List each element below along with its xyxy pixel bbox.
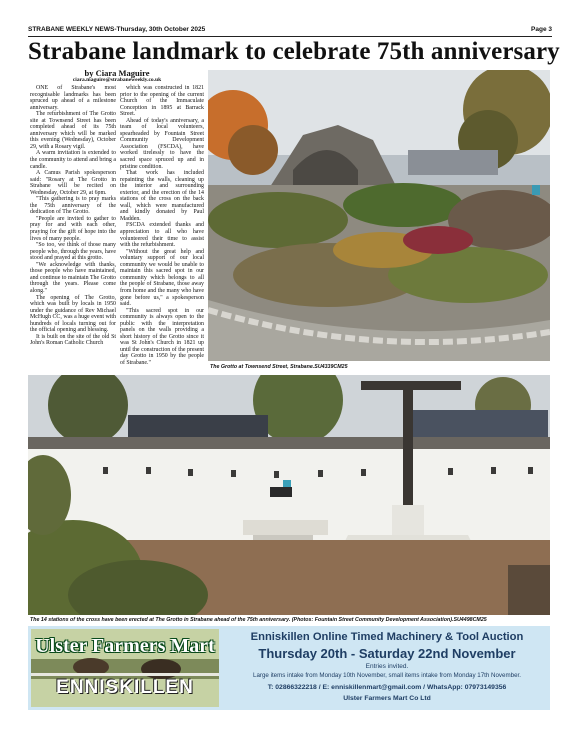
photo-caption-1: The Grotto at Townsend Street, Strabane.SU4339CM25 [210, 364, 348, 370]
paragraph: which was constructed in 1821 prior to the opening of the current Church of the Immaculate Conception in 1895 at Barrack Street. [120, 85, 204, 118]
grotto-garden-photo [208, 70, 550, 361]
photo-caption-2: The 14 stations of the cross have been erected at The Grotto in Strabane ahead of the 75th anniversary. (Photos: Fountain Street Community Development Association).SU4498CM25 [30, 617, 487, 623]
company-name: Ulster Farmers Mart Co Ltd [343, 695, 431, 702]
auction-advertisement[interactable] [28, 626, 550, 710]
paragraph: "People are invited to gather to pray for and with each other, praying for the gift of hope into the lives of many people. [30, 215, 116, 242]
paragraph: FSCDA extended thanks and appreciation to all who have volunteered their time to assist with the refurbishment. [120, 222, 204, 249]
paragraph: That work has included repainting the walls, cleaning up the interior and surrounding exterior, and the erection of the 14 stations of the cross on the back wall, which were manufactured and kindly donated by Paul Madden. [120, 170, 204, 222]
paragraph: ONE of Strabane's most recognisable landmarks has been spruced up ahead of a milestone anniversary. [30, 85, 116, 111]
paragraph: The refurbishment of The Grotto site at Townsend Street has been completed ahead of its 75th anniversary which will be marked this evening (Wednesday), October 29, with a Rosary vigil. [30, 111, 116, 150]
logo-location: ENNISKILLEN [56, 677, 194, 698]
contact-details[interactable]: T: 02866322218 / E: enniskillenmart@gmail.com / WhatsApp: 07973149356 [267, 684, 507, 691]
mart-logo [31, 629, 219, 707]
page-number: Page 3 [531, 26, 552, 33]
paragraph: Ahead of today's anniversary, a team of local volunteers, spearheaded by Fountain Street Community Development Association (FSCDA), have worked tirelessly to have the sacred space spruced up and in pristine condition. [120, 117, 204, 170]
paragraph: It is built on the site of the old St John's Roman Catholic Church [30, 333, 116, 347]
byline: by Ciara Maguire [84, 68, 150, 78]
publication-date: STRABANE WEEKLY NEWS-Thursday, 30th October 2025 [28, 26, 206, 33]
stations-of-the-cross-photo [28, 375, 550, 615]
article-column-2 [120, 85, 204, 367]
paragraph: "This gathering is to pray marks the 75th anniversary of the dedication of The Grotto. [30, 196, 116, 216]
paragraph: A Camus Parish spokesperson said: "Rosary at The Grotto in Strabane will be recited on Wednesday, October 29, at 6pm. [30, 170, 116, 196]
auction-dates: Thursday 20th - Saturday 22nd November [258, 646, 516, 661]
logo-title: Ulster Farmers Mart [35, 635, 215, 657]
paragraph: "This sacred spot in our community is always open to the public with the interpretation panels on the walls providing a short history of the Grotto since it was St John's Church in 1821 up until the construction of the present day Grotto in 1950 by the people of Strabane." [120, 307, 204, 366]
paragraph: "We acknowledge with thanks, those people who have maintained, and continue to maintain The Grotto through the years. Please come along." [30, 261, 116, 294]
paragraph: "Without the great help and voluntary support of our local community we would be unable to maintain this sacred spot in our community which belongs to all the people of Strabane, those away from home and the many who have gone before us," a spokesperson said. [120, 248, 204, 308]
paragraph: The opening of The Grotto, which was built by locals in 1950 under the guidance of Rev Michael McHugh CC, was a huge event with hundreds of locals turning out for the official opening and blessing. [30, 294, 116, 334]
paragraph: A warm invitation is extended to the community to attend and bring a candle. [30, 150, 116, 170]
auction-title: Enniskillen Online Timed Machinery & Tool Auction [250, 631, 524, 643]
paragraph: "So too, we think of those many people who, through the years, have stood and prayed at this grotto. [30, 242, 116, 262]
page-header [28, 26, 552, 37]
article-column-1 [30, 85, 116, 347]
author-email[interactable]: ciara.maguire@strabaneweekly.co.uk [72, 77, 162, 83]
entries-note: Entries invited. [365, 663, 409, 670]
intake-note: Large items intake from Monday 10th November, small items intake from Monday 17th November. [253, 672, 521, 679]
headline: Strabane landmark to celebrate 75th anniversary [28, 38, 560, 65]
